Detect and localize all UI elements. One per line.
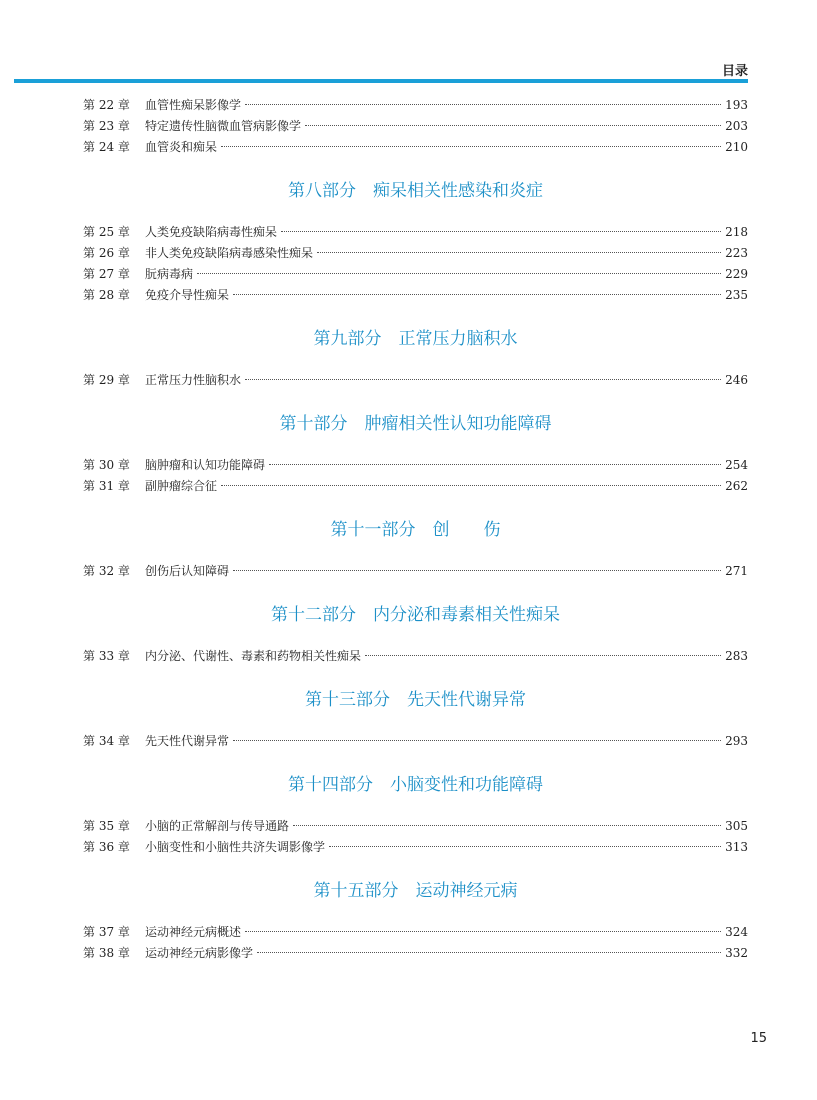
chapter-page-number: 235	[725, 288, 748, 302]
chapter-number: 第 27 章	[83, 267, 130, 281]
toc-entry[interactable]	[83, 816, 748, 837]
chapter-title: 运动神经元病影像学	[145, 946, 254, 960]
running-header-title: 目录	[721, 64, 748, 79]
dot-leader	[329, 846, 721, 847]
dot-leader	[305, 125, 721, 126]
chapter-number: 第 34 章	[83, 734, 130, 748]
chapter-title: 副肿瘤综合征	[145, 479, 218, 493]
chapter-title: 先天性代谢异常	[145, 734, 230, 748]
toc-entry[interactable]	[83, 264, 748, 285]
chapter-page-number: 193	[725, 98, 748, 112]
chapter-page-number: 271	[725, 564, 748, 578]
chapter-page-number: 324	[725, 925, 748, 939]
part-heading: 第八部分 痴呆相关性感染和炎症	[288, 181, 543, 201]
toc-entry[interactable]	[83, 137, 748, 158]
toc-entry[interactable]	[83, 370, 748, 391]
chapter-number: 第 23 章	[83, 119, 130, 133]
toc-entry[interactable]	[83, 646, 748, 667]
chapter-title: 小脑的正常解剖与传导通路	[145, 819, 290, 833]
dot-leader	[245, 379, 721, 380]
page-number: 15	[750, 1031, 767, 1046]
chapter-number: 第 26 章	[83, 246, 130, 260]
chapter-page-number: 262	[725, 479, 748, 493]
toc-entry[interactable]	[83, 95, 748, 116]
toc-entry[interactable]	[83, 731, 748, 752]
chapter-title: 免疫介导性痴呆	[145, 288, 230, 302]
chapter-number: 第 33 章	[83, 649, 130, 663]
dot-leader	[281, 231, 721, 232]
toc-entry[interactable]	[83, 561, 748, 582]
chapter-title: 创伤后认知障碍	[145, 564, 230, 578]
dot-leader	[365, 655, 721, 656]
chapter-title: 特定遗传性脑微血管病影像学	[145, 119, 302, 133]
dot-leader	[233, 570, 721, 571]
toc-entry[interactable]	[83, 922, 748, 943]
chapter-title: 人类免疫缺陷病毒性痴呆	[145, 225, 278, 239]
chapter-number: 第 24 章	[83, 140, 130, 154]
part-heading: 第十五部分 运动神经元病	[313, 881, 518, 901]
chapter-page-number: 218	[725, 225, 748, 239]
toc-entry[interactable]	[83, 222, 748, 243]
dot-leader	[293, 825, 721, 826]
part-heading: 第十三部分 先天性代谢异常	[305, 690, 526, 710]
chapter-title: 运动神经元病概述	[145, 925, 242, 939]
chapter-page-number: 246	[725, 373, 748, 387]
chapter-number: 第 36 章	[83, 840, 130, 854]
part-heading: 第十部分 肿瘤相关性认知功能障碍	[279, 414, 552, 434]
chapter-number: 第 28 章	[83, 288, 130, 302]
chapter-number: 第 29 章	[83, 373, 130, 387]
part-heading: 第九部分 正常压力脑积水	[313, 329, 518, 349]
dot-leader	[221, 485, 721, 486]
toc-entry[interactable]	[83, 837, 748, 858]
header-rule	[14, 79, 748, 83]
toc-entry[interactable]	[83, 455, 748, 476]
chapter-page-number: 305	[725, 819, 748, 833]
chapter-page-number: 210	[725, 140, 748, 154]
chapter-number: 第 38 章	[83, 946, 130, 960]
dot-leader	[221, 146, 721, 147]
chapter-title: 血管性痴呆影像学	[145, 98, 242, 112]
chapter-page-number: 223	[725, 246, 748, 260]
dot-leader	[257, 952, 721, 953]
dot-leader	[269, 464, 721, 465]
chapter-page-number: 229	[725, 267, 748, 281]
part-heading: 第十四部分 小脑变性和功能障碍	[288, 775, 543, 795]
chapter-number: 第 31 章	[83, 479, 130, 493]
chapter-page-number: 293	[725, 734, 748, 748]
toc-entry[interactable]	[83, 116, 748, 137]
part-heading: 第十二部分 内分泌和毒素相关性痴呆	[271, 605, 560, 625]
chapter-title: 脑肿瘤和认知功能障碍	[145, 458, 266, 472]
toc-entry[interactable]	[83, 285, 748, 306]
dot-leader	[233, 740, 721, 741]
chapter-title: 小脑变性和小脑性共济失调影像学	[145, 840, 326, 854]
chapter-page-number: 254	[725, 458, 748, 472]
toc-entry[interactable]	[83, 943, 748, 964]
chapter-number: 第 22 章	[83, 98, 130, 112]
chapter-title: 非人类免疫缺陷病毒感染性痴呆	[145, 246, 314, 260]
dot-leader	[233, 294, 721, 295]
dot-leader	[245, 931, 721, 932]
chapter-number: 第 25 章	[83, 225, 130, 239]
chapter-number: 第 37 章	[83, 925, 130, 939]
chapter-number: 第 32 章	[83, 564, 130, 578]
table-of-contents	[83, 95, 748, 964]
dot-leader	[317, 252, 721, 253]
chapter-title: 朊病毒病	[145, 267, 194, 281]
chapter-page-number: 332	[725, 946, 748, 960]
toc-entry[interactable]	[83, 476, 748, 497]
chapter-number: 第 35 章	[83, 819, 130, 833]
dot-leader	[197, 273, 721, 274]
part-heading: 第十一部分 创 伤	[330, 520, 501, 540]
chapter-number: 第 30 章	[83, 458, 130, 472]
toc-entry[interactable]	[83, 243, 748, 264]
chapter-title: 血管炎和痴呆	[145, 140, 218, 154]
chapter-title: 正常压力性脑积水	[145, 373, 242, 387]
chapter-title: 内分泌、代谢性、毒素和药物相关性痴呆	[145, 649, 362, 663]
chapter-page-number: 203	[725, 119, 748, 133]
chapter-page-number: 283	[725, 649, 748, 663]
dot-leader	[245, 104, 721, 105]
chapter-page-number: 313	[725, 840, 748, 854]
